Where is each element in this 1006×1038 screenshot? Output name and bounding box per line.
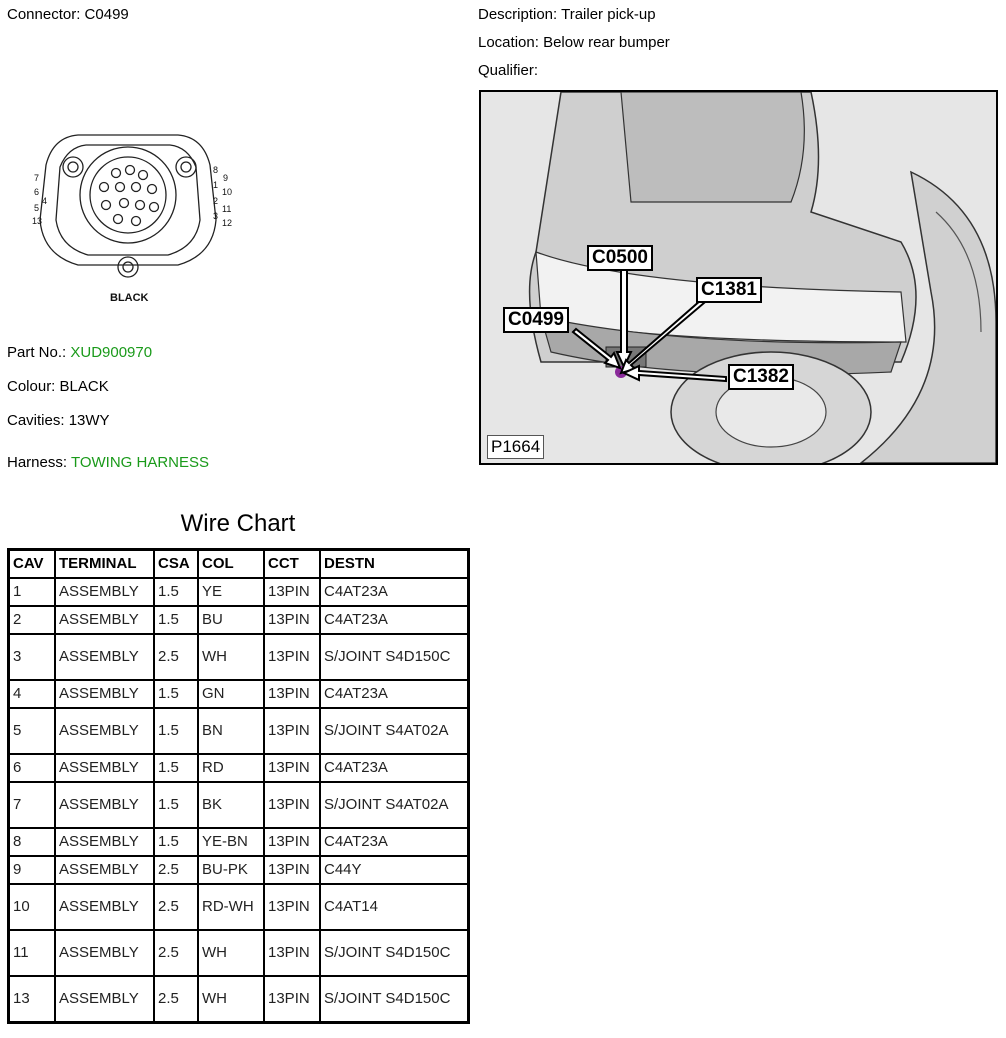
cell-col: WH — [198, 930, 264, 976]
wire-chart-body — [9, 578, 469, 1023]
cell-csa: 1.5 — [154, 680, 198, 708]
cell-terminal: ASSEMBLY — [55, 680, 154, 708]
cell-terminal: ASSEMBLY — [55, 634, 154, 680]
callout-c1382: C1382 — [728, 364, 794, 390]
cell-destn: S/JOINT S4AT02A — [320, 782, 469, 828]
cavities-field — [7, 412, 110, 429]
cell-cct: 13PIN — [264, 606, 320, 634]
cell-terminal: ASSEMBLY — [55, 856, 154, 884]
table-row — [9, 782, 469, 828]
cell-cav: 4 — [9, 680, 56, 708]
colour-value: BLACK — [59, 378, 109, 395]
table-row — [9, 930, 469, 976]
table-row — [9, 884, 469, 930]
cell-cav: 11 — [9, 930, 56, 976]
cell-destn: C4AT14 — [320, 884, 469, 930]
cell-destn: C4AT23A — [320, 828, 469, 856]
cell-terminal: ASSEMBLY — [55, 754, 154, 782]
table-row — [9, 708, 469, 754]
callout-c0499: C0499 — [503, 307, 569, 333]
pin-label: 7 — [34, 173, 40, 183]
cell-terminal: ASSEMBLY — [55, 828, 154, 856]
cell-terminal: ASSEMBLY — [55, 930, 154, 976]
pin-label: 3 — [213, 211, 219, 221]
cell-col: RD-WH — [198, 884, 264, 930]
header-terminal: TERMINAL — [55, 550, 154, 579]
pin-label: 4 — [42, 196, 48, 206]
pin-label: 11 — [222, 204, 232, 214]
part-no-label: Part No.: — [7, 344, 67, 361]
location-value: Below rear bumper — [543, 34, 670, 51]
header-col: COL — [198, 550, 264, 579]
cell-col: BN — [198, 708, 264, 754]
part-no-field — [7, 344, 152, 361]
cell-terminal: ASSEMBLY — [55, 606, 154, 634]
cell-cav: 5 — [9, 708, 56, 754]
cell-cav: 10 — [9, 884, 56, 930]
connector-label: Connector: — [7, 6, 81, 23]
description-value: Trailer pick-up — [561, 6, 656, 23]
pin-label: 13 — [32, 216, 43, 226]
cell-cct: 13PIN — [264, 930, 320, 976]
cell-terminal: ASSEMBLY — [55, 782, 154, 828]
harness-field — [7, 454, 209, 471]
cell-terminal: ASSEMBLY — [55, 884, 154, 930]
cell-cct: 13PIN — [264, 634, 320, 680]
cell-csa: 1.5 — [154, 606, 198, 634]
cell-cct: 13PIN — [264, 680, 320, 708]
cell-cct: 13PIN — [264, 884, 320, 930]
cell-csa: 1.5 — [154, 578, 198, 606]
cell-col: GN — [198, 680, 264, 708]
cell-csa: 1.5 — [154, 782, 198, 828]
cell-col: BU — [198, 606, 264, 634]
header-csa: CSA — [154, 550, 198, 579]
cell-csa: 2.5 — [154, 930, 198, 976]
cell-csa: 2.5 — [154, 634, 198, 680]
location-field — [478, 34, 670, 51]
table-row — [9, 754, 469, 782]
cell-col: WH — [198, 976, 264, 1023]
cell-cav: 2 — [9, 606, 56, 634]
harness-label: Harness: — [7, 454, 68, 471]
cell-destn: S/JOINT S4D150C — [320, 976, 469, 1023]
cell-terminal: ASSEMBLY — [55, 976, 154, 1023]
table-row — [9, 828, 469, 856]
cavities-value: 13WY — [68, 412, 110, 429]
table-header-row — [9, 550, 469, 579]
cell-csa: 1.5 — [154, 828, 198, 856]
cell-csa: 2.5 — [154, 856, 198, 884]
pin-label: 2 — [213, 196, 219, 206]
location-photo — [479, 90, 998, 465]
cavities-label: Cavities: — [7, 412, 65, 429]
cell-cct: 13PIN — [264, 856, 320, 884]
cell-destn: C4AT23A — [320, 680, 469, 708]
location-label: Location: — [478, 34, 539, 51]
table-row — [9, 856, 469, 884]
qualifier-label: Qualifier: — [478, 62, 539, 79]
table-row — [9, 634, 469, 680]
colour-label: Colour: — [7, 378, 56, 395]
cell-destn: C4AT23A — [320, 578, 469, 606]
cell-destn: C4AT23A — [320, 754, 469, 782]
cell-destn: C4AT23A — [320, 606, 469, 634]
cell-col: BK — [198, 782, 264, 828]
connector-value: C0499 — [84, 6, 129, 23]
cell-csa: 2.5 — [154, 976, 198, 1023]
pin-label: 10 — [222, 187, 233, 197]
cell-cct: 13PIN — [264, 708, 320, 754]
cell-csa: 1.5 — [154, 754, 198, 782]
cell-cav: 8 — [9, 828, 56, 856]
cell-cav: 13 — [9, 976, 56, 1023]
cell-csa: 2.5 — [154, 884, 198, 930]
description-label: Description: — [478, 6, 558, 23]
cell-destn: S/JOINT S4D150C — [320, 634, 469, 680]
cell-csa: 1.5 — [154, 708, 198, 754]
cell-destn: S/JOINT S4AT02A — [320, 708, 469, 754]
pin-label: 12 — [222, 218, 233, 228]
cell-cav: 9 — [9, 856, 56, 884]
colour-field — [7, 378, 109, 395]
cell-terminal: ASSEMBLY — [55, 708, 154, 754]
cell-col: YE — [198, 578, 264, 606]
cell-cct: 13PIN — [264, 976, 320, 1023]
cell-cct: 13PIN — [264, 578, 320, 606]
cell-cav: 6 — [9, 754, 56, 782]
cell-col: BU-PK — [198, 856, 264, 884]
cell-cav: 3 — [9, 634, 56, 680]
pin-label: 1 — [213, 180, 219, 190]
cell-destn: C44Y — [320, 856, 469, 884]
connector-face-svg — [28, 125, 243, 310]
pin-label: 5 — [34, 203, 40, 213]
table-row — [9, 680, 469, 708]
cell-cct: 13PIN — [264, 828, 320, 856]
qualifier-field — [478, 62, 538, 79]
connector-face-diagram — [28, 125, 243, 310]
connector-field — [7, 6, 129, 23]
pin-label: 9 — [223, 173, 229, 183]
header-destn: DESTN — [320, 550, 469, 579]
cell-destn: S/JOINT S4D150C — [320, 930, 469, 976]
cell-col: WH — [198, 634, 264, 680]
cell-cav: 7 — [9, 782, 56, 828]
cell-col: YE-BN — [198, 828, 264, 856]
cell-col: RD — [198, 754, 264, 782]
table-row — [9, 976, 469, 1023]
header-cav: CAV — [9, 550, 56, 579]
table-row — [9, 606, 469, 634]
pin-label: 6 — [34, 187, 40, 197]
table-row — [9, 578, 469, 606]
harness-link[interactable]: TOWING HARNESS — [70, 454, 210, 471]
callout-c0500: C0500 — [587, 245, 653, 271]
cell-cav: 1 — [9, 578, 56, 606]
cell-terminal: ASSEMBLY — [55, 578, 154, 606]
cell-cct: 13PIN — [264, 782, 320, 828]
part-no-link[interactable]: XUD900970 — [70, 344, 153, 361]
wire-chart-table — [7, 548, 470, 1024]
pin-label: 8 — [213, 165, 219, 175]
header-cct: CCT — [264, 550, 320, 579]
photo-id: P1664 — [487, 435, 544, 459]
callout-c1381: C1381 — [696, 277, 762, 303]
cell-cct: 13PIN — [264, 754, 320, 782]
description-field — [478, 6, 656, 23]
wire-chart-title: Wire Chart — [180, 510, 296, 537]
diagram-caption: BLACK — [110, 292, 149, 304]
